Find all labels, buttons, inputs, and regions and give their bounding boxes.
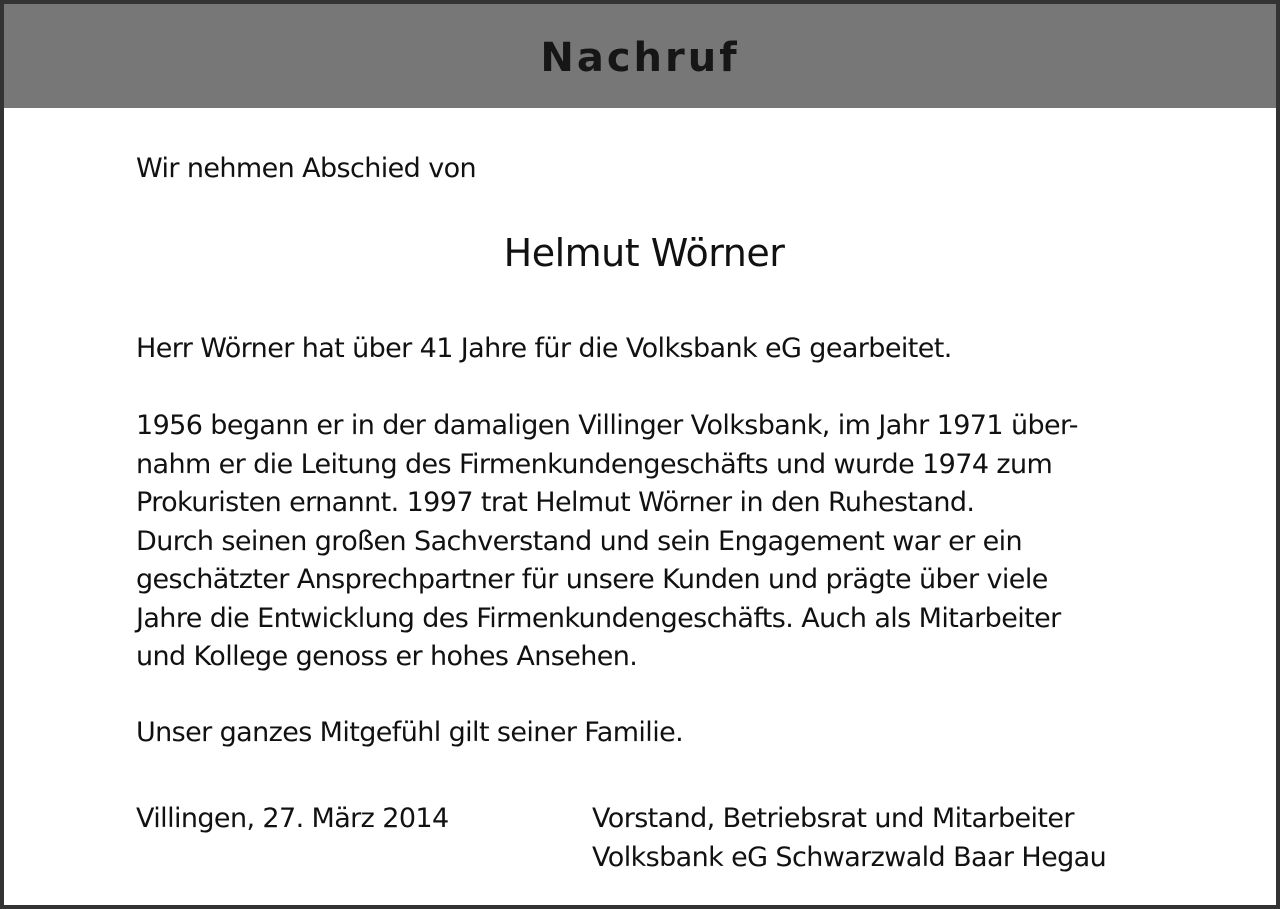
place-and-date: Villingen, 27. März 2014 [136, 803, 449, 834]
paragraph-line: geschätzter Ansprechpartner für unsere Kunden und prägte über viele [136, 564, 1048, 595]
header-band [4, 4, 1276, 108]
signature-block [592, 800, 1106, 877]
paragraph-line: Herr Wörner hat über 41 Jahre für die Volksbank eG gearbeitet. [136, 333, 952, 364]
paragraph-line: Unser ganzes Mitgefühl gilt seiner Familie. [136, 717, 684, 748]
deceased-name: Helmut Wörner [503, 231, 785, 275]
paragraph-line: nahm er die Leitung des Firmenkundengeschäfts und wurde 1974 zum [136, 448, 1053, 480]
paragraph-line: 1956 begann er in der damaligen Villinger Volksbank, im Jahr 1971 über- [136, 410, 1078, 441]
condolence-paragraph [136, 714, 1156, 753]
paragraph-line: und Kollege genoss er hohes Ansehen. [136, 641, 638, 672]
paragraph-line: Prokuristen ernannt. 1997 trat Helmut Wörner in den Ruhestand. [136, 487, 975, 518]
service-years-paragraph [136, 330, 1156, 369]
signature-line: Vorstand, Betriebsrat und Mitarbeiter [592, 803, 1074, 834]
intro-text: Wir nehmen Abschied von [136, 153, 477, 184]
signature-line: Volksbank eG Schwarzwald Baar Hegau [592, 841, 1107, 873]
career-paragraph [136, 407, 1156, 677]
paragraph-line: Jahre die Entwicklung des Firmenkundengeschäfts. Auch als Mitarbeiter [136, 602, 1061, 634]
notice-title: Nachruf [540, 35, 740, 81]
paragraph-line: Durch seinen großen Sachverstand und sein Engagement war er ein [136, 525, 1023, 557]
